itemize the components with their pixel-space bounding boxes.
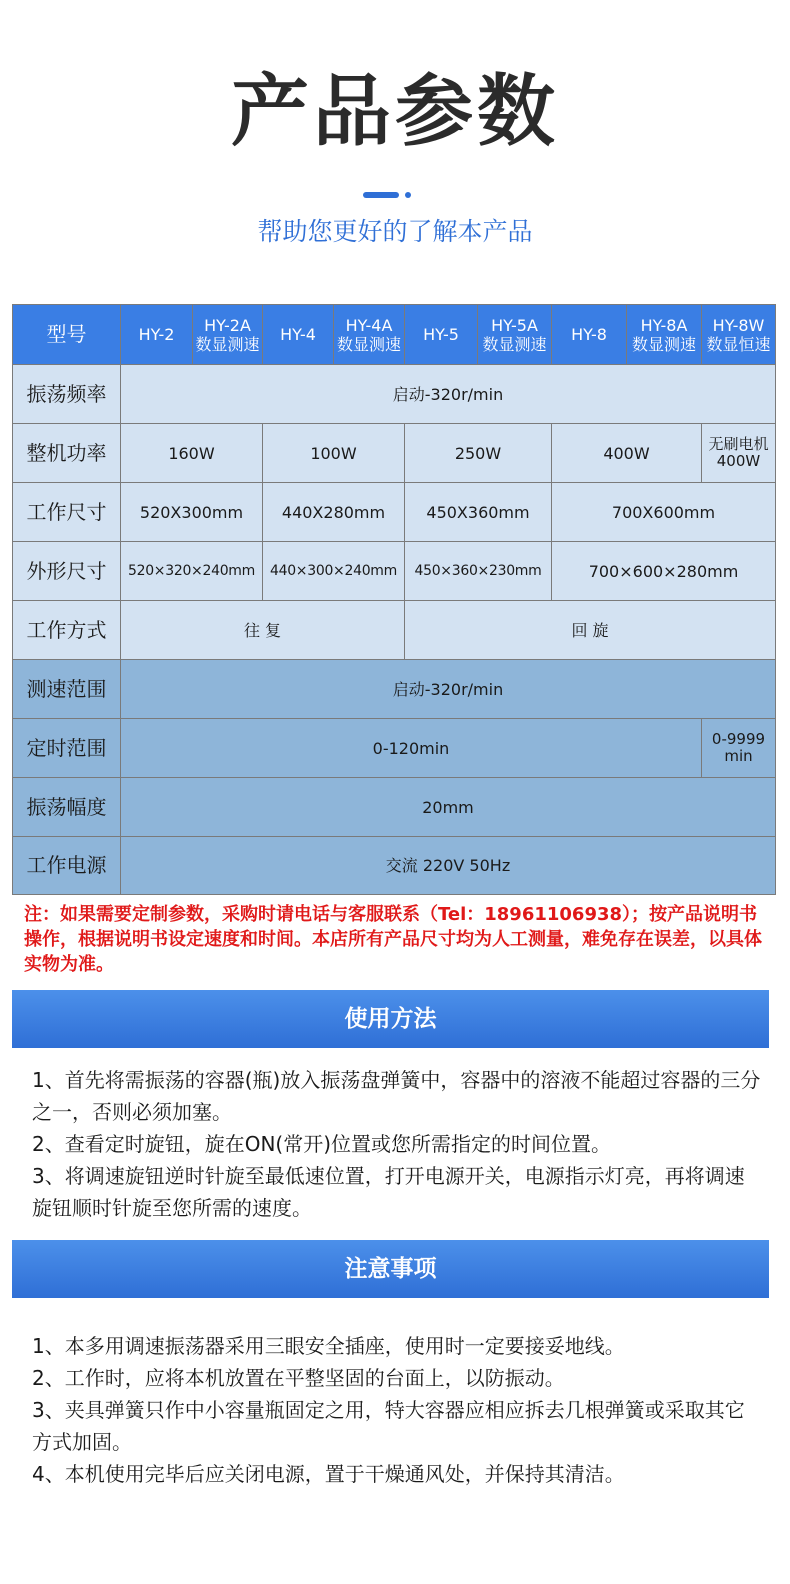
spec-value: 440×300×240mm — [263, 542, 405, 601]
spec-value: 启动-320r/min — [121, 365, 776, 424]
model-cell — [702, 305, 776, 365]
model-sub: 数显测速 — [631, 334, 696, 354]
spec-value: 250W — [405, 424, 552, 483]
spec-value: 交流 220V 50Hz — [121, 837, 776, 895]
special-line: 无刷电机 — [708, 435, 769, 453]
model-name: HY-8 — [571, 325, 607, 344]
row-label: 工作方式 — [13, 601, 121, 660]
page-title: 产品参数 — [230, 67, 559, 157]
spec-value-special — [702, 719, 776, 778]
caution-steps — [32, 1330, 762, 1490]
model-cell — [193, 305, 263, 365]
list-item: 4、本机使用完毕后应关闭电源，置于干燥通风处，并保持其清洁。 — [32, 1462, 625, 1486]
row-label: 测速范围 — [13, 660, 121, 719]
row-label: 工作电源 — [13, 837, 121, 895]
spec-value: 450X360mm — [405, 483, 552, 542]
model-sub: 数显测速 — [336, 334, 401, 354]
spec-value: 20mm — [121, 778, 776, 837]
list-item: 1、首先将需振荡的容器(瓶)放入振荡盘弹簧中，容器中的溶液不能超过容器的三分之一，否则必须加塞。 — [32, 1068, 761, 1124]
model-cell — [263, 305, 334, 365]
model-cell — [627, 305, 702, 365]
usage-banner: 使用方法 — [12, 990, 769, 1048]
spec-value: 160W — [121, 424, 263, 483]
model-sub: 数显测速 — [482, 334, 547, 354]
spec-row-outer-size — [13, 542, 776, 601]
spec-value: 520×320×240mm — [121, 542, 263, 601]
spec-row-work-mode — [13, 601, 776, 660]
spec-value: 520X300mm — [121, 483, 263, 542]
caution-banner: 注意事项 — [12, 1240, 769, 1298]
model-cell — [552, 305, 627, 365]
page-subtitle: 帮助您更好的了解本产品 — [257, 217, 533, 246]
model-name: HY-5A — [491, 315, 538, 335]
spec-value-special — [702, 424, 776, 483]
row-label: 整机功率 — [13, 424, 121, 483]
divider-dot — [405, 192, 411, 198]
model-sub: 数显恒速 — [706, 334, 771, 354]
model-name: HY-8W — [712, 315, 765, 335]
spec-row-power-supply — [13, 837, 776, 895]
spec-value: 700×600×280mm — [552, 542, 776, 601]
model-name: HY-4 — [280, 325, 316, 344]
model-cell — [121, 305, 193, 365]
special-line: 400W — [716, 452, 761, 470]
spec-row-speed-range — [13, 660, 776, 719]
spec-value: 0-120min — [121, 719, 702, 778]
row-label: 振荡频率 — [13, 365, 121, 424]
model-sub: 数显测速 — [195, 334, 260, 354]
spec-row-timer-range — [13, 719, 776, 778]
spec-value: 回 旋 — [405, 601, 776, 660]
model-name: HY-8A — [640, 315, 688, 335]
spec-value: 450×360×230mm — [405, 542, 552, 601]
special-line: 0-9999 — [711, 730, 766, 748]
list-item: 1、本多用调速振荡器采用三眼安全插座，使用时一定要接妥地线。 — [32, 1334, 625, 1358]
model-name: HY-5 — [423, 325, 459, 344]
usage-steps — [32, 1064, 762, 1224]
spec-row-frequency — [13, 365, 776, 424]
model-name: HY-2 — [138, 325, 175, 344]
row-label: 振荡幅度 — [13, 778, 121, 837]
spec-value: 700X600mm — [552, 483, 776, 542]
spec-value: 100W — [263, 424, 405, 483]
list-item: 3、将调速旋钮逆时针旋至最低速位置，打开电源开关，电源指示灯亮，再将调速旋钮顺时针旋至您所需的速度。 — [32, 1164, 745, 1220]
row-label: 外形尺寸 — [13, 542, 121, 601]
spec-table — [12, 304, 776, 895]
divider-bar — [363, 192, 399, 198]
spec-row-amplitude — [13, 778, 776, 837]
model-name: HY-4A — [345, 315, 393, 335]
spec-row-power — [13, 424, 776, 483]
special-line: min — [724, 747, 753, 765]
spec-row-work-size — [13, 483, 776, 542]
model-cell — [334, 305, 405, 365]
spec-value: 400W — [552, 424, 702, 483]
list-item: 2、查看定时旋钮，旋在ON(常开)位置或您所需指定的时间位置。 — [32, 1132, 612, 1156]
model-cell — [405, 305, 478, 365]
model-cell — [478, 305, 552, 365]
model-label: 型号 — [13, 305, 121, 365]
row-label: 定时范围 — [13, 719, 121, 778]
spec-value: 往 复 — [121, 601, 405, 660]
spec-value: 440X280mm — [263, 483, 405, 542]
model-name: HY-2A — [204, 315, 251, 335]
list-item: 2、工作时，应将本机放置在平整坚固的台面上，以防振动。 — [32, 1366, 565, 1390]
row-label: 工作尺寸 — [13, 483, 121, 542]
purchase-note: 注：如果需要定制参数，采购时请电话与客服联系（Tel：18961106938）；按产品说明书操作，根据说明书设定速度和时间。本店所有产品尺寸均为人工测量，难免存在误差，以具体实物为准。 — [24, 904, 762, 975]
spec-value: 启动-320r/min — [121, 660, 776, 719]
spec-header-row — [13, 305, 776, 365]
list-item: 3、夹具弹簧只作中小容量瓶固定之用，特大容器应相应拆去几根弹簧或采取其它方式加固。 — [32, 1398, 745, 1454]
